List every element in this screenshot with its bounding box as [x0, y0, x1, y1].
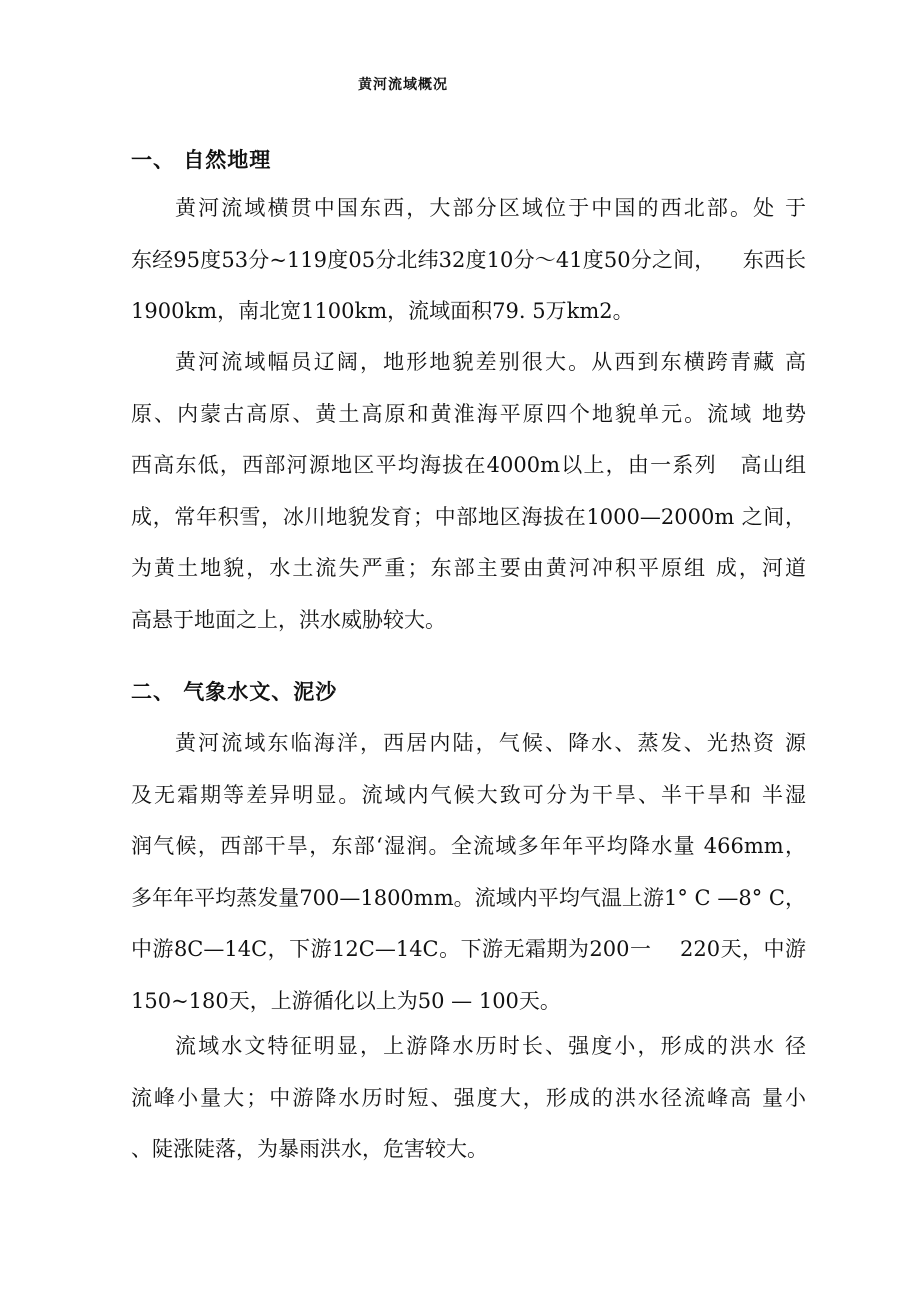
section-heading-natural-geography: 一、 自然地理 — [131, 148, 272, 172]
text-line: 润气候，西部干旱，东部‘湿润。全流域多年年平均降水量 466mm， — [131, 834, 806, 858]
paragraph — [131, 718, 806, 1027]
text-line: 中游8C—14C，下游12C—14C。下游无霜期为200一 220天，中游 — [131, 937, 806, 961]
text-line: 1900km，南北宽1100km，流域面积79. 5万km2。 — [131, 299, 634, 323]
text-line: 流峰小量大；中游降水历时短、强度大，形成的洪水径流峰高 量小 — [131, 1085, 806, 1110]
paragraph — [131, 337, 806, 646]
text-line: 150~180天，上游循化以上为50 — 100天。 — [131, 988, 561, 1013]
text-line: 高悬于地面之上，洪水威胁较大。 — [131, 607, 446, 632]
text-line: 东经95度53分~119度05分北纬32度10分～41度50分之间， 东西长 — [131, 247, 806, 272]
text-line: 黄河流域东临海洋，西居内陆，气候、降水、蒸发、光热资 源 — [175, 731, 806, 755]
paragraph — [131, 183, 806, 338]
text-line: 原、内蒙古高原、黄土高原和黄淮海平原四个地貌单元。流域 地势 — [131, 401, 806, 426]
section-heading-climate-hydrology: 二、 气象水文、泥沙 — [131, 680, 338, 704]
paragraph — [131, 1021, 806, 1176]
text-line: 及无霜期等差异明显。流域内气候大致可分为干旱、半干旱和 半湿 — [131, 782, 806, 807]
text-line: 黄河流域横贯中国东西，大部分区域位于中国的西北部。处 于 — [175, 196, 806, 220]
text-line: 为黄土地貌，水土流失严重；东部主要由黄河冲积平原组 成，河道 — [131, 556, 806, 580]
text-line: 多年年平均蒸发量700—1800mm。流域内平均气温上游1° C —8° C， — [131, 885, 806, 910]
text-line: 流域水文特征明显，上游降水历时长、强度小，形成的洪水 径 — [175, 1034, 806, 1058]
text-line: 成，常年积雪，冰川地貌发育；中部地区海拔在1000—2000m 之间， — [131, 504, 806, 529]
text-line: 西高东低，西部河源地区平均海拔在4000m以上，由一系列 高山组 — [131, 453, 806, 477]
text-line: 、陡涨陡落，为暴雨洪水，危害较大。 — [131, 1137, 488, 1161]
text-line: 黄河流域幅员辽阔，地形地貌差别很大。从西到东横跨青藏 高 — [175, 350, 806, 374]
document-title: 黄河流域概况 — [358, 77, 448, 93]
